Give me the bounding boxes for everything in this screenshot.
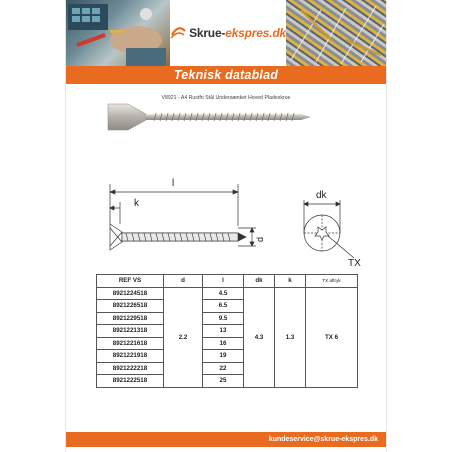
cell-ref: 8921226518	[97, 300, 164, 313]
screw-product-image	[106, 102, 346, 162]
cell-k: 1.3	[275, 287, 306, 387]
header-photo-tools	[66, 0, 170, 66]
cell-length: 4.5	[203, 287, 244, 300]
cell-ref: 8921221918	[97, 350, 164, 363]
col-header-dk: dk	[244, 275, 275, 288]
col-header-d: d	[164, 275, 203, 288]
brand-name-main: Skrue-	[189, 26, 226, 40]
label-d: d	[255, 236, 265, 242]
cell-length: 22	[203, 362, 244, 375]
tools-photo-icon	[66, 0, 170, 66]
table-header-row	[97, 275, 358, 288]
brand-name	[189, 26, 286, 40]
spec-table	[96, 274, 358, 388]
label-dk: dk	[316, 190, 327, 201]
cell-d: 2.2	[164, 287, 203, 387]
cell-length: 16	[203, 337, 244, 350]
cell-ref: 8921222218	[97, 362, 164, 375]
product-subtitle: V8921 - A4 Rustfri Stål Undersænket Hoved Pladeskrue	[161, 95, 291, 101]
datasheet	[66, 0, 386, 452]
label-k: k	[134, 198, 139, 209]
label-l: l	[172, 178, 175, 189]
cell-length: 13	[203, 325, 244, 338]
col-header-tx: TX aftryk	[306, 275, 358, 288]
screws-photo-icon	[286, 0, 386, 66]
col-header-l: l	[203, 275, 244, 288]
cell-ref: 8921221318	[97, 325, 164, 338]
cell-length: 25	[203, 375, 244, 388]
page-title: Teknisk datablad	[173, 68, 279, 82]
logo-band	[170, 0, 286, 66]
logo-mark-icon	[170, 26, 186, 40]
contact-email-link[interactable]: kundeservice@skrue-ekspres.dk	[268, 436, 378, 443]
cell-tx: TX 6	[306, 287, 358, 387]
brand-name-accent: ekspres.dk	[225, 26, 286, 40]
cell-ref: 8921224518	[97, 287, 164, 300]
cell-length: 9.5	[203, 312, 244, 325]
cell-ref: 8921222518	[97, 375, 164, 388]
footer-band	[66, 432, 386, 447]
title-banner	[66, 66, 386, 84]
col-header-k: k	[275, 275, 306, 288]
technical-drawing	[66, 170, 386, 268]
header-photo-screws	[286, 0, 386, 66]
cell-length: 6.5	[203, 300, 244, 313]
brand-logo[interactable]	[170, 26, 286, 40]
col-header-ref: REF VS	[97, 275, 164, 288]
cell-ref: 8921221618	[97, 337, 164, 350]
cell-ref: 8921229518	[97, 312, 164, 325]
table-row	[97, 287, 358, 300]
cell-dk: 4.3	[244, 287, 275, 387]
label-tx: TX	[348, 258, 361, 268]
cell-length: 19	[203, 350, 244, 363]
